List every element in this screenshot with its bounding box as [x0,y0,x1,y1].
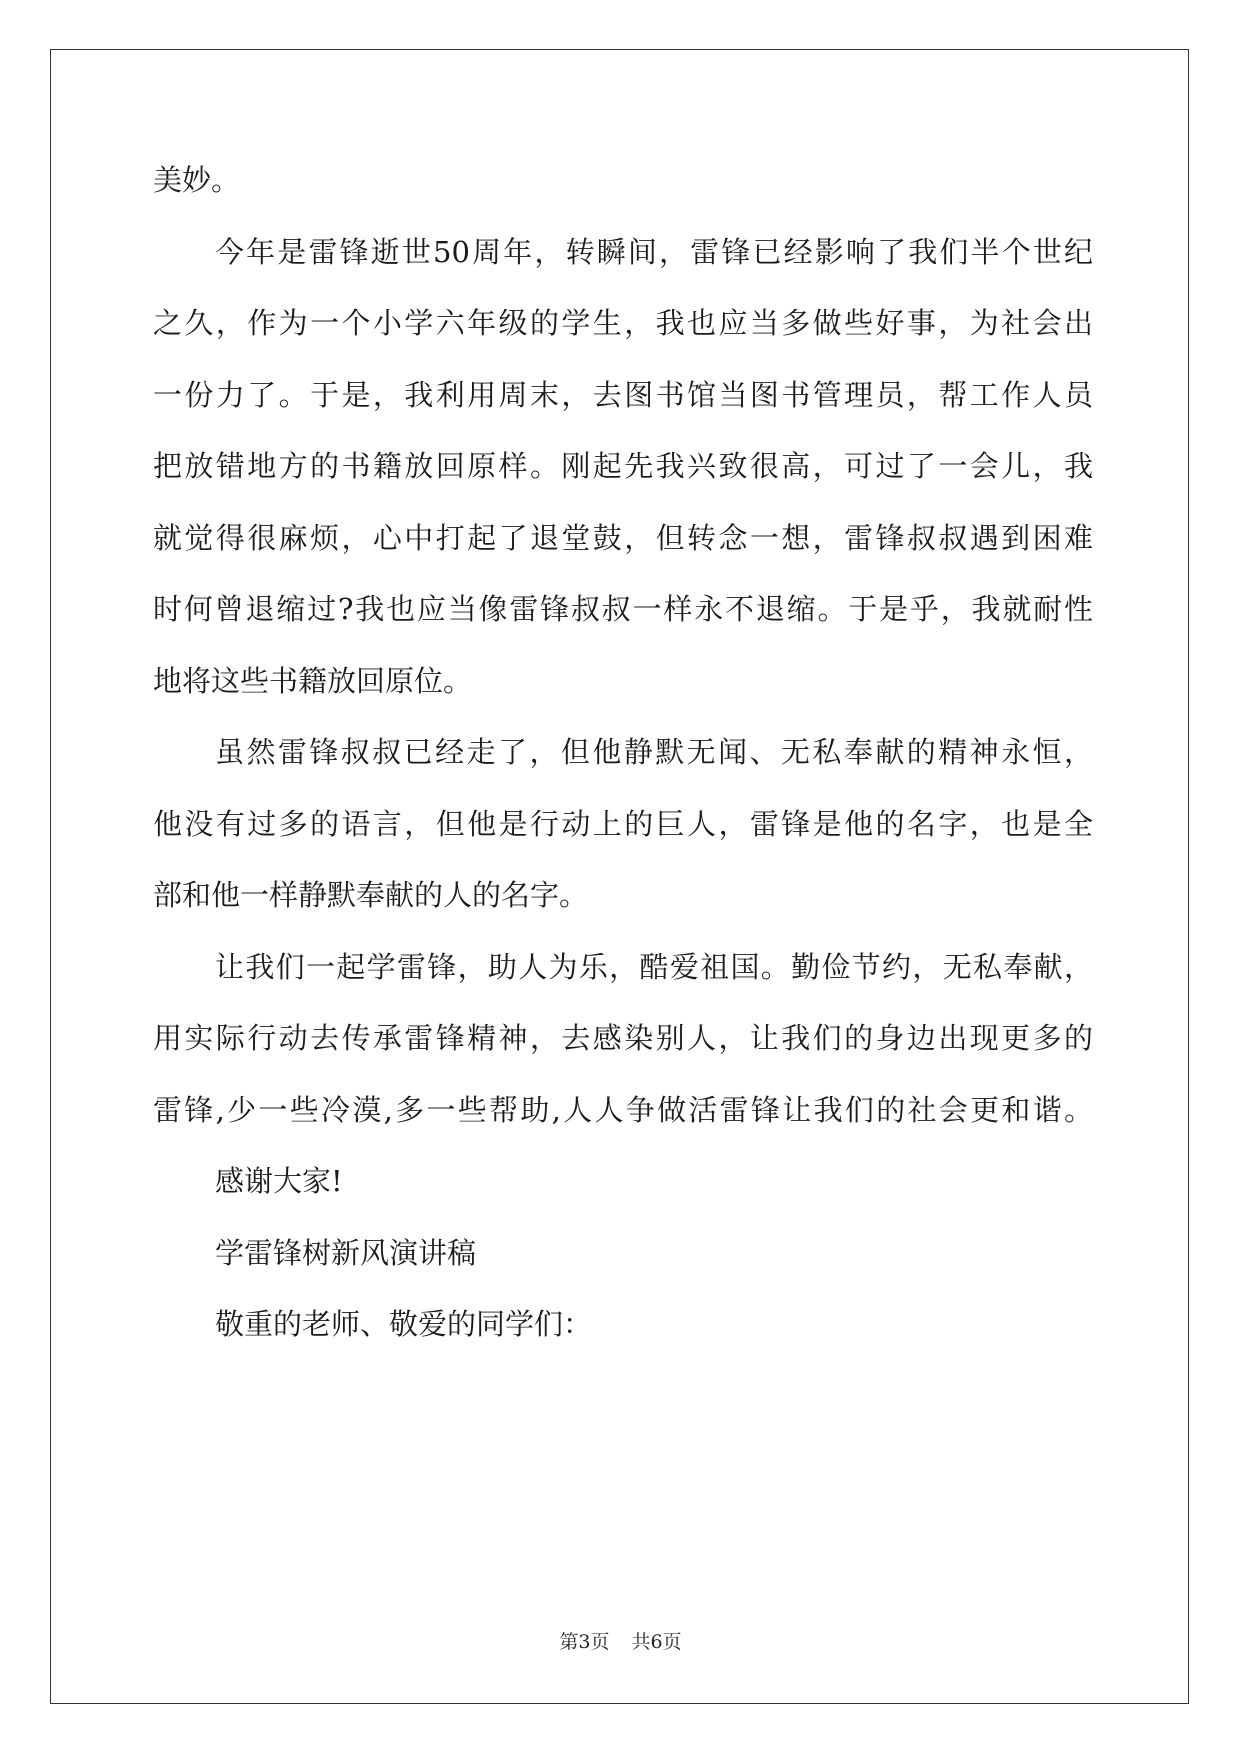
paragraph-line: 时何曾退缩过?我也应当像雷锋叔叔一样永不退缩。于是乎，我就耐性 [153,592,1093,626]
paragraph-line: 用实际行动去传承雷锋精神，去感染别人，让我们的身边出现更多的 [153,1021,1093,1055]
paragraph-line: 一份力了。于是，我利用周末，去图书馆当图书管理员，帮工作人员 [153,378,1093,412]
heading-line: 学雷锋树新风演讲稿 [215,1236,477,1270]
paragraph-line: 雷锋,少一些冷漠,多一些帮助,人人争做活雷锋让我们的社会更和谐。 [153,1093,1093,1127]
page-footer [0,1627,1241,1654]
paragraph-line: 虽然雷锋叔叔已经走了，但他静默无闻、无私奉献的精神永恒， [215,735,1093,769]
paragraph-line: 今年是雷锋逝世50周年，转瞬间，雷锋已经影响了我们半个世纪 [215,235,1093,269]
paragraph-line: 他没有过多的语言，但他是行动上的巨人，雷锋是他的名字，也是全 [153,807,1093,841]
page-total: 共6页 [631,1631,682,1653]
paragraph-line: 感谢大家! [215,1164,343,1198]
page-number: 第3页 [559,1631,610,1653]
paragraph-line: 之久，作为一个小学六年级的学生，我也应当多做些好事，为社会出 [153,306,1093,340]
salutation-line: 敬重的老师、敬爱的同学们： [215,1307,593,1341]
paragraph-line: 美妙。 [153,163,241,197]
paragraph-line: 把放错地方的书籍放回原样。刚起先我兴致很高，可过了一会儿，我 [153,449,1093,483]
paragraph-line: 就觉得很麻烦，心中打起了退堂鼓，但转念一想，雷锋叔叔遇到困难 [153,521,1093,555]
paragraph-line: 让我们一起学雷锋，助人为乐，酷爱祖国。勤俭节约，无私奉献， [215,950,1093,984]
paragraph-line: 部和他一样静默奉献的人的名字。 [153,878,589,912]
paragraph-line: 地将这些书籍放回原位。 [153,664,473,698]
